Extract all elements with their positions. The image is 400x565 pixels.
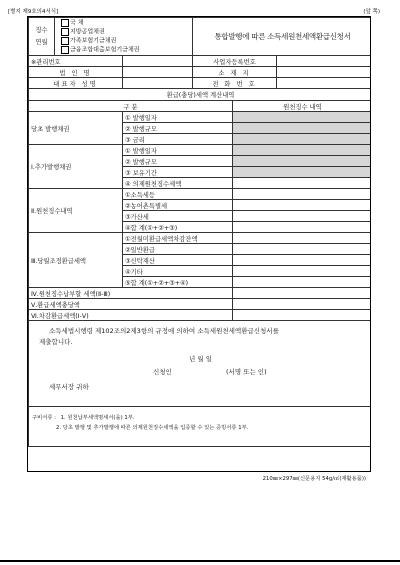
value-cell-disabled [233, 123, 372, 134]
value-cell[interactable] [233, 211, 372, 222]
table-row [29, 112, 372, 123]
item-label: ② 발행규모 [123, 123, 233, 134]
title-label-2: 연월 [35, 38, 48, 46]
total-value[interactable] [233, 310, 372, 321]
title-row [29, 18, 372, 56]
item-label: ④ 의제원천징수세액 [123, 178, 233, 189]
bottom-border-line [0, 560, 400, 562]
applicant-row-3 [29, 78, 372, 89]
phone-label: 전 화 번 호 [193, 78, 277, 89]
group-label: Ⅲ.당월조정환급세액 [29, 233, 123, 288]
total-row [29, 310, 372, 321]
mgmt-no-label: ※관리번호 [29, 56, 123, 67]
checkbox[interactable] [61, 46, 69, 54]
group-label: Ⅱ.원천징수내역 [29, 189, 123, 233]
value-cell[interactable] [233, 189, 372, 200]
corp-name-field[interactable] [123, 67, 193, 78]
phone-field[interactable] [277, 78, 372, 89]
title-label-1: 징수 [35, 26, 48, 34]
applicant-label: 신청인 [153, 368, 172, 376]
biz-reg-no-label: 사업자등록번호 [193, 56, 277, 67]
page-side: (앞 쪽) [363, 9, 380, 15]
item-label: ③ 금리 [123, 134, 233, 145]
value-cell[interactable] [233, 266, 372, 277]
value-cell[interactable] [233, 244, 372, 255]
address-label: 소 재 지 [193, 67, 277, 78]
value-cell-disabled [233, 156, 372, 167]
item-label: ① 발행일자 [123, 112, 233, 123]
title-options-cell [55, 18, 193, 56]
item-label: ③신탁재산 [123, 255, 233, 266]
declaration-date[interactable]: 년 월 일 [189, 355, 212, 363]
table-row [29, 189, 372, 200]
value-cell[interactable] [233, 277, 372, 288]
recipient: 세무서장 귀하 [49, 383, 89, 391]
checkbox[interactable] [61, 37, 69, 45]
main-title: 통합발행에 따른 소득세원천세액환급신청서 [193, 18, 372, 56]
item-label: ④합 계(①+②+③) [123, 222, 233, 233]
form-table [28, 17, 371, 447]
value-cell[interactable] [233, 178, 372, 189]
item-label: ②일반환급 [123, 244, 233, 255]
attachment-item: 1. 원천납부세액명세서(을) 1부. [60, 415, 135, 421]
table-row [29, 145, 372, 156]
applicant-row-2 [29, 67, 372, 78]
group-label: 당초 발행채권 [29, 112, 123, 145]
value-cell-disabled [233, 145, 372, 156]
paper-spec-note: 210㎜×297㎜(신문용지 54g/㎡(재활용품)) [262, 476, 366, 482]
total-value[interactable] [233, 288, 372, 299]
calc-title-row [29, 89, 372, 101]
item-label: ⑤합 계(①+②+③+④) [123, 277, 233, 288]
value-cell-disabled [233, 167, 372, 178]
detail-header: 원천징수 내역 [233, 101, 372, 112]
item-label: ②농어촌특별세 [123, 200, 233, 211]
form-frame [27, 16, 371, 472]
rep-name-field[interactable] [123, 78, 193, 89]
total-value[interactable] [233, 299, 372, 310]
declaration-block [29, 321, 372, 407]
title-left-cell [29, 18, 55, 56]
item-label: ① 발행일자 [123, 145, 233, 156]
attachment-item: 2. 당초 발행 및 추가발행에 따른 의제원천징수세액을 입증할 수 있는 증빙서류 1부. [56, 425, 249, 431]
total-row [29, 288, 372, 299]
option-item[interactable]: 금융조합대출보험기금채권 [61, 46, 190, 55]
table-row [29, 233, 372, 244]
address-field[interactable] [277, 67, 372, 78]
category-header: 구 분 [29, 101, 233, 112]
declaration-text-2: 제출합니다. [39, 338, 73, 346]
applicant-row-1 [29, 56, 372, 67]
value-cell[interactable] [233, 222, 372, 233]
item-label: ③ 보유기간 [123, 167, 233, 178]
item-label: ①전월미환급세액차감잔액 [123, 233, 233, 244]
option-item[interactable]: 가족보험기금채권 [61, 37, 190, 46]
total-row [29, 299, 372, 310]
item-label: ② 발행규모 [123, 156, 233, 167]
calc-header-row [29, 101, 372, 112]
total-label: Ⅴ.환급세액충당액 [29, 299, 233, 310]
item-label: ③가산세 [123, 211, 233, 222]
signature-field[interactable]: (서명 또는 인) [226, 368, 267, 376]
calc-section-title: 환급(충당)세액 계산내역 [29, 89, 372, 101]
attachments-block [29, 407, 372, 447]
value-cell-disabled [233, 134, 372, 145]
value-cell-disabled [233, 112, 372, 123]
value-cell[interactable] [233, 200, 372, 211]
item-label: ④기타 [123, 266, 233, 277]
attachments-label: 구비서류 : [32, 415, 56, 421]
rep-name-label: 대표자 성명 [29, 78, 123, 89]
value-cell[interactable] [233, 255, 372, 266]
total-label: Ⅵ.차감환급세액(Ⅰ-Ⅴ) [29, 310, 233, 321]
declaration-text-1: 소득세법시행령 제102조의2제3항의 규정에 의하여 소득세원천세액환급신청서를 [49, 327, 279, 335]
checkbox[interactable] [61, 19, 69, 27]
group-label: Ⅰ.추가발행채권 [29, 145, 123, 189]
value-cell[interactable] [233, 233, 372, 244]
option-item[interactable]: 국 채 [61, 19, 190, 28]
option-item[interactable]: 지방공업채권 [61, 28, 190, 37]
biz-reg-no-field[interactable] [277, 56, 372, 67]
checkbox[interactable] [61, 28, 69, 36]
mgmt-no-field[interactable] [123, 56, 193, 67]
attachments-row [29, 407, 372, 447]
corp-name-label: 법 인 명 [29, 67, 123, 78]
declaration-row [29, 321, 372, 407]
item-label: ①소득세등 [123, 189, 233, 200]
total-label: Ⅳ.원천징수납부할 세액(Ⅱ-Ⅲ) [29, 288, 233, 299]
form-number: [별지 제9호의4서식] [8, 9, 59, 15]
